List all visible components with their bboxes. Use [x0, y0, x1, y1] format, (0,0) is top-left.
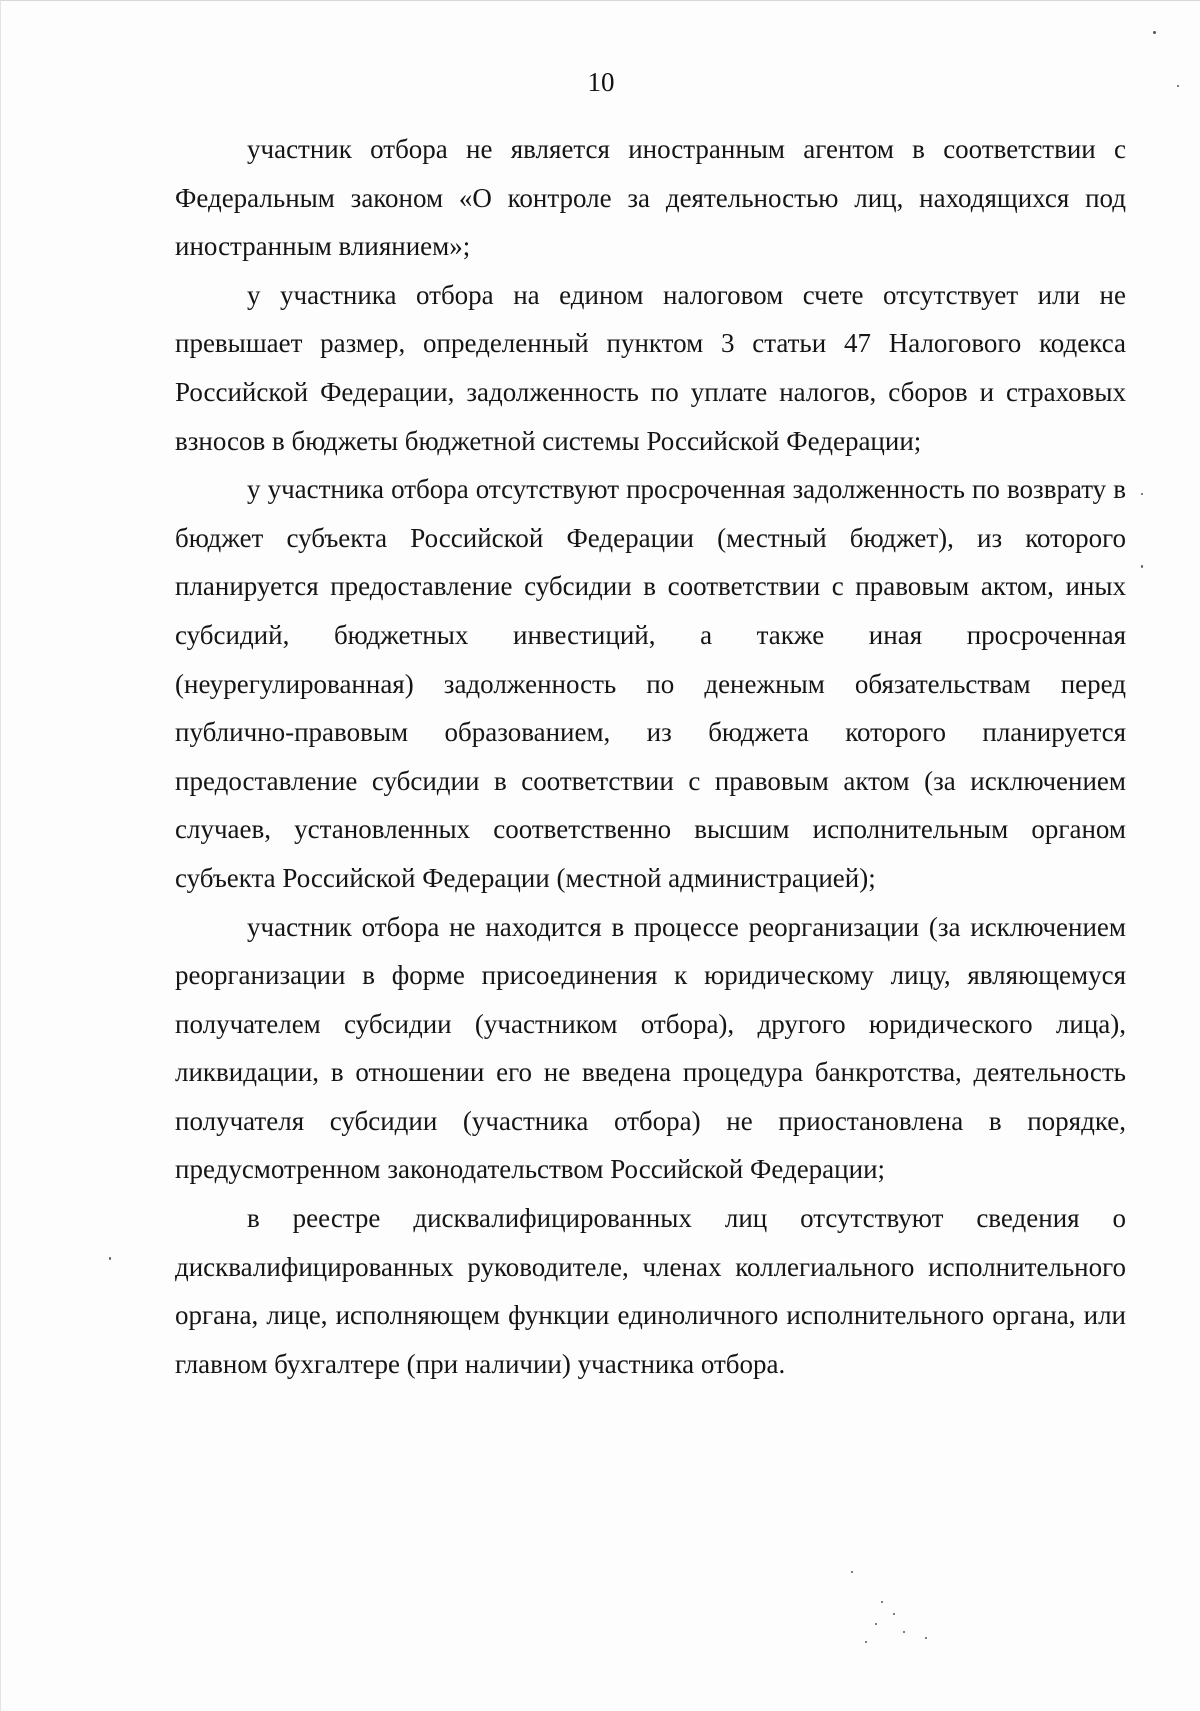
scan-speck — [903, 1631, 905, 1633]
scan-speck — [1141, 565, 1143, 568]
scan-speck — [881, 1601, 883, 1603]
scan-speck — [1177, 85, 1179, 87]
scan-speck — [925, 1637, 927, 1639]
scan-speck — [1153, 31, 1156, 34]
scan-speck — [109, 1257, 111, 1260]
scan-speck — [851, 1571, 853, 1573]
paragraph-disqualified-persons: в реестре дисквалифицированных лиц отсутствуют сведения о дисквалифицированных руководителе, членах коллегиального исполнительного органа, лице, исполняющем функции единоличного исполнительного органа, или главном бухгалтере (при наличии) участника отбора. — [175, 1203, 1126, 1379]
document-body — [175, 125, 1126, 1388]
paragraph-foreign-agent: участник отбора не является иностранным агентом в соответствии с Федеральным законом «О контроле за деятельностью лиц, находящихся под иностранным влиянием»; — [175, 134, 1126, 262]
scan-speck — [1141, 493, 1143, 495]
scan-speck — [875, 1623, 877, 1625]
paragraph-overdue-debt: у участника отбора отсутствуют просроченная задолженность по возврату в бюджет субъекта Российской Федерации (местный бюджет), из которого планируется предоставление субсидии в соответствии с правовым актом, иных субсидий, бюджетных инвестиций, а также иная просроченная (неурегулированная) задолженность по денежным обязательствам перед публично-правовым образованием, из бюджета которого планируется предоставление субсидии в соответствии с правовым актом (за исключением случаев, установленных соответственно высшим исполнительным органом субъекта Российской Федерации (местной администрацией); — [175, 474, 1126, 893]
scan-speck — [865, 1641, 867, 1643]
page-number: 10 — [587, 67, 615, 97]
scan-speck — [893, 1613, 895, 1615]
paragraph-tax-debt: у участника отбора на едином налоговом счете отсутствует или не превышает размер, определенный пунктом 3 статьи 47 Налогового кодекса Российской Федерации, задолженность по уплате налогов, сборов и страховых взносов в бюджеты бюджетной системы Российской Федерации; — [175, 279, 1126, 456]
paragraph-reorganization: участник отбора не находится в процессе реорганизации (за исключением реорганизации в форме присоединения к юридическому лицу, являющемуся получателем субсидии (участником отбора), другого юридического лица), ликвидации, в отношении его не введена процедура банкротства, деятельность получателя субсидии (участника отбора) не приостановлена в порядке, предусмотренном законодательством Российской Федерации; — [175, 911, 1126, 1185]
